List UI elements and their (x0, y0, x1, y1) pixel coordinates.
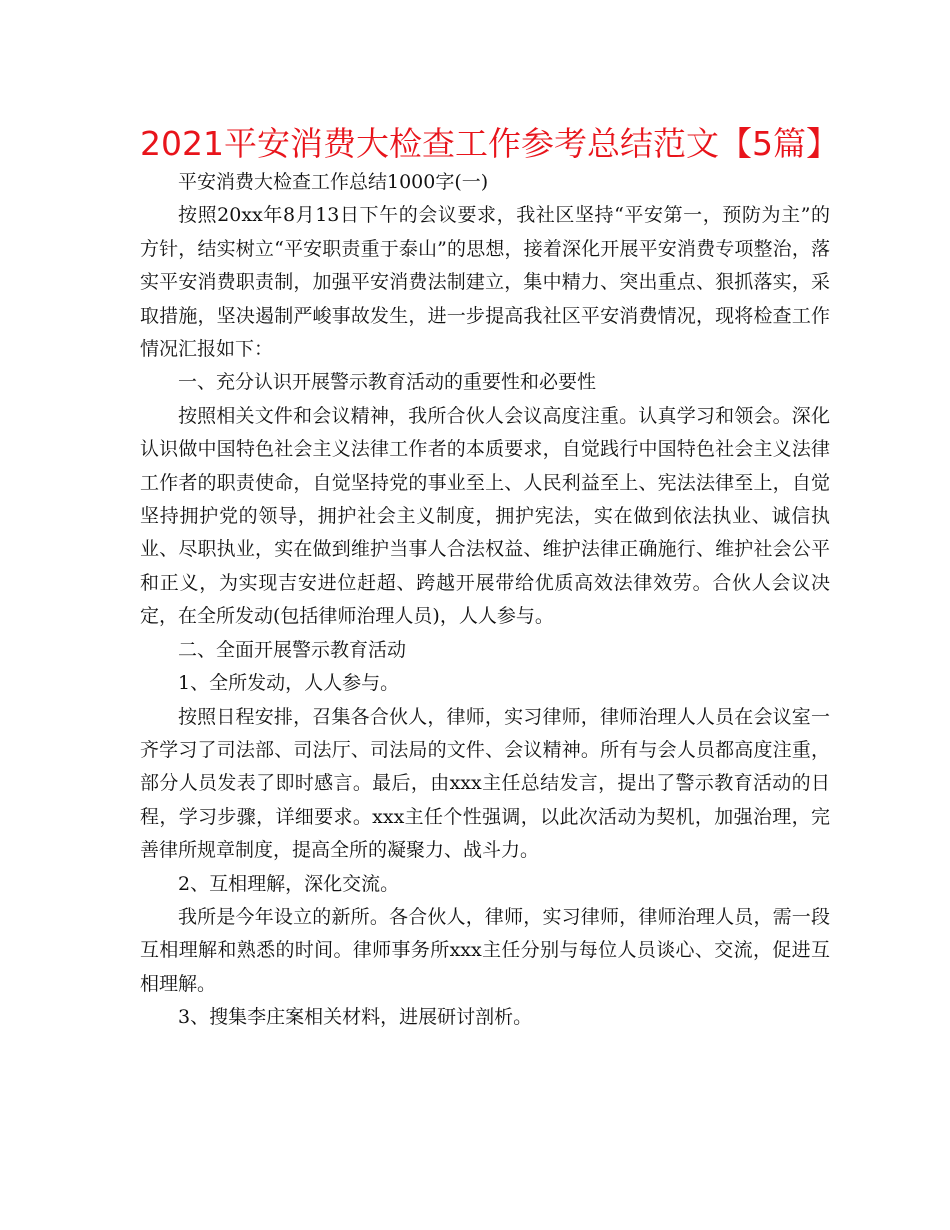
section-heading-1: 一、充分认识开展警示教育活动的重要性和必要性 (178, 371, 597, 394)
paragraph-intro: 按照20xx年8月13日下午的会议要求，我社区坚持“平安第一，预防为主”的方针，结实树立“平安职责重于泰山”的思想，接着深化开展平安消费专项整治，落实平安消费职责制，加强平安消费法制建立，集中精力、突出重点、狠抓落实，采取措施，坚决遏制严峻事故发生，进一步提高我社区平安消费情况，现将检查工作情况汇报如下： (140, 204, 830, 361)
paragraph-section-1: 按照相关文件和会议精神，我所合伙人会议高度注重。认真学习和领会。深化认识做中国特色社会主义法律工作者的本质要求，自觉践行中国特色社会主义法律工作者的职责使命，自觉坚持党的事业至上、人民利益至上、宪法法律至上，自觉坚持拥护党的领导，拥护社会主义制度，拥护宪法，实在做到依法执业、诚信执业、尽职执业，实在做到维护当事人合法权益、维护法律正确施行、维护社会公平和正义，为实现吉安进位赶超、跨越开展带给优质高效法律效劳。合伙人会议决定，在全所发动(包括律师治理人员)，人人参与。 (140, 404, 830, 628)
paragraph-subtitle: 平安消费大检查工作总结1000字(一) (178, 171, 489, 193)
subheading-3: 3、搜集李庄案相关材料，进展研讨剖析。 (178, 1006, 533, 1029)
document-title: 2021平安消费大检查工作参考总结范文【5篇】 (140, 124, 839, 163)
section-heading-2: 二、全面开展警示教育活动 (178, 638, 407, 661)
subheading-2: 2、互相理解，深化交流。 (178, 872, 400, 895)
paragraph-subsection-2: 我所是今年设立的新所。各合伙人，律师，实习律师，律师治理人员，需一段互相理解和熟悉的时间。律师事务所xxx主任分别与每位人员谈心、交流，促进互相理解。 (140, 905, 830, 995)
document-body (140, 166, 830, 1035)
paragraph-subsection-1: 按照日程安排，召集各合伙人，律师，实习律师，律师治理人人员在会议室一齐学习了司法部、司法厅、司法局的文件、会议精神。所有与会人员都高度注重，部分人员发表了即时感言。最后，由xxx主任总结发言，提出了警示教育活动的日程，学习步骤，详细要求。xxx主任个性强调，以此次活动为契机，加强治理，完善律所规章制度，提高全所的凝聚力、战斗力。 (140, 705, 830, 862)
subheading-1: 1、全所发动，人人参与。 (178, 672, 400, 695)
